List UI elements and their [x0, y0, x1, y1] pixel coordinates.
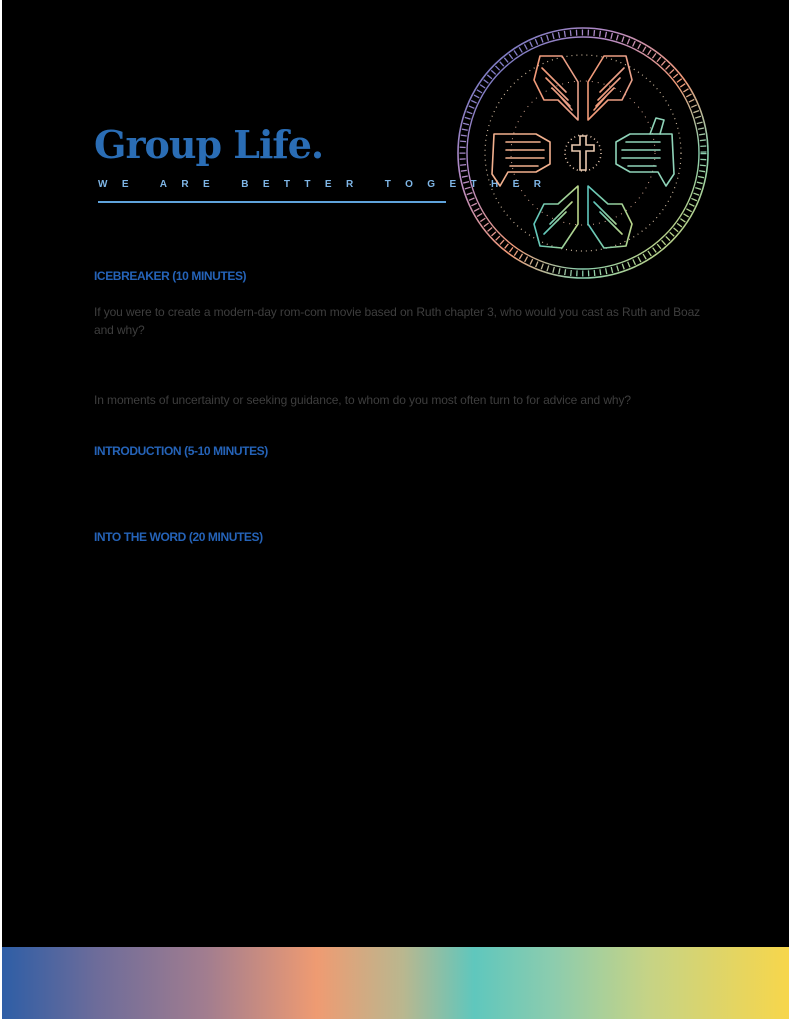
icebreaker-heading: ICEBREAKER (10 MINUTES) — [94, 269, 247, 283]
into-the-word-heading: INTO THE WORD (20 MINUTES) — [94, 530, 263, 544]
tagline-underline — [98, 201, 446, 203]
introduction-heading: INTRODUCTION (5-10 MINUTES) — [94, 444, 268, 458]
tagline: WE ARE BETTER TOGETHER — [98, 179, 556, 190]
footer-gradient-bar — [2, 947, 789, 1019]
document-page — [2, 0, 789, 1019]
icebreaker-question-2: In moments of uncertainty or seeking guidance, to whom do you most often turn to for advice and why? — [94, 393, 631, 407]
group-life-title: Group Life. — [94, 122, 324, 167]
hands-around-cross-emblem-icon — [454, 24, 712, 282]
icebreaker-question-1: If you were to create a modern-day rom-com movie based on Ruth chapter 3, who would you cast as Ruth and Boaz and why? — [94, 305, 701, 337]
